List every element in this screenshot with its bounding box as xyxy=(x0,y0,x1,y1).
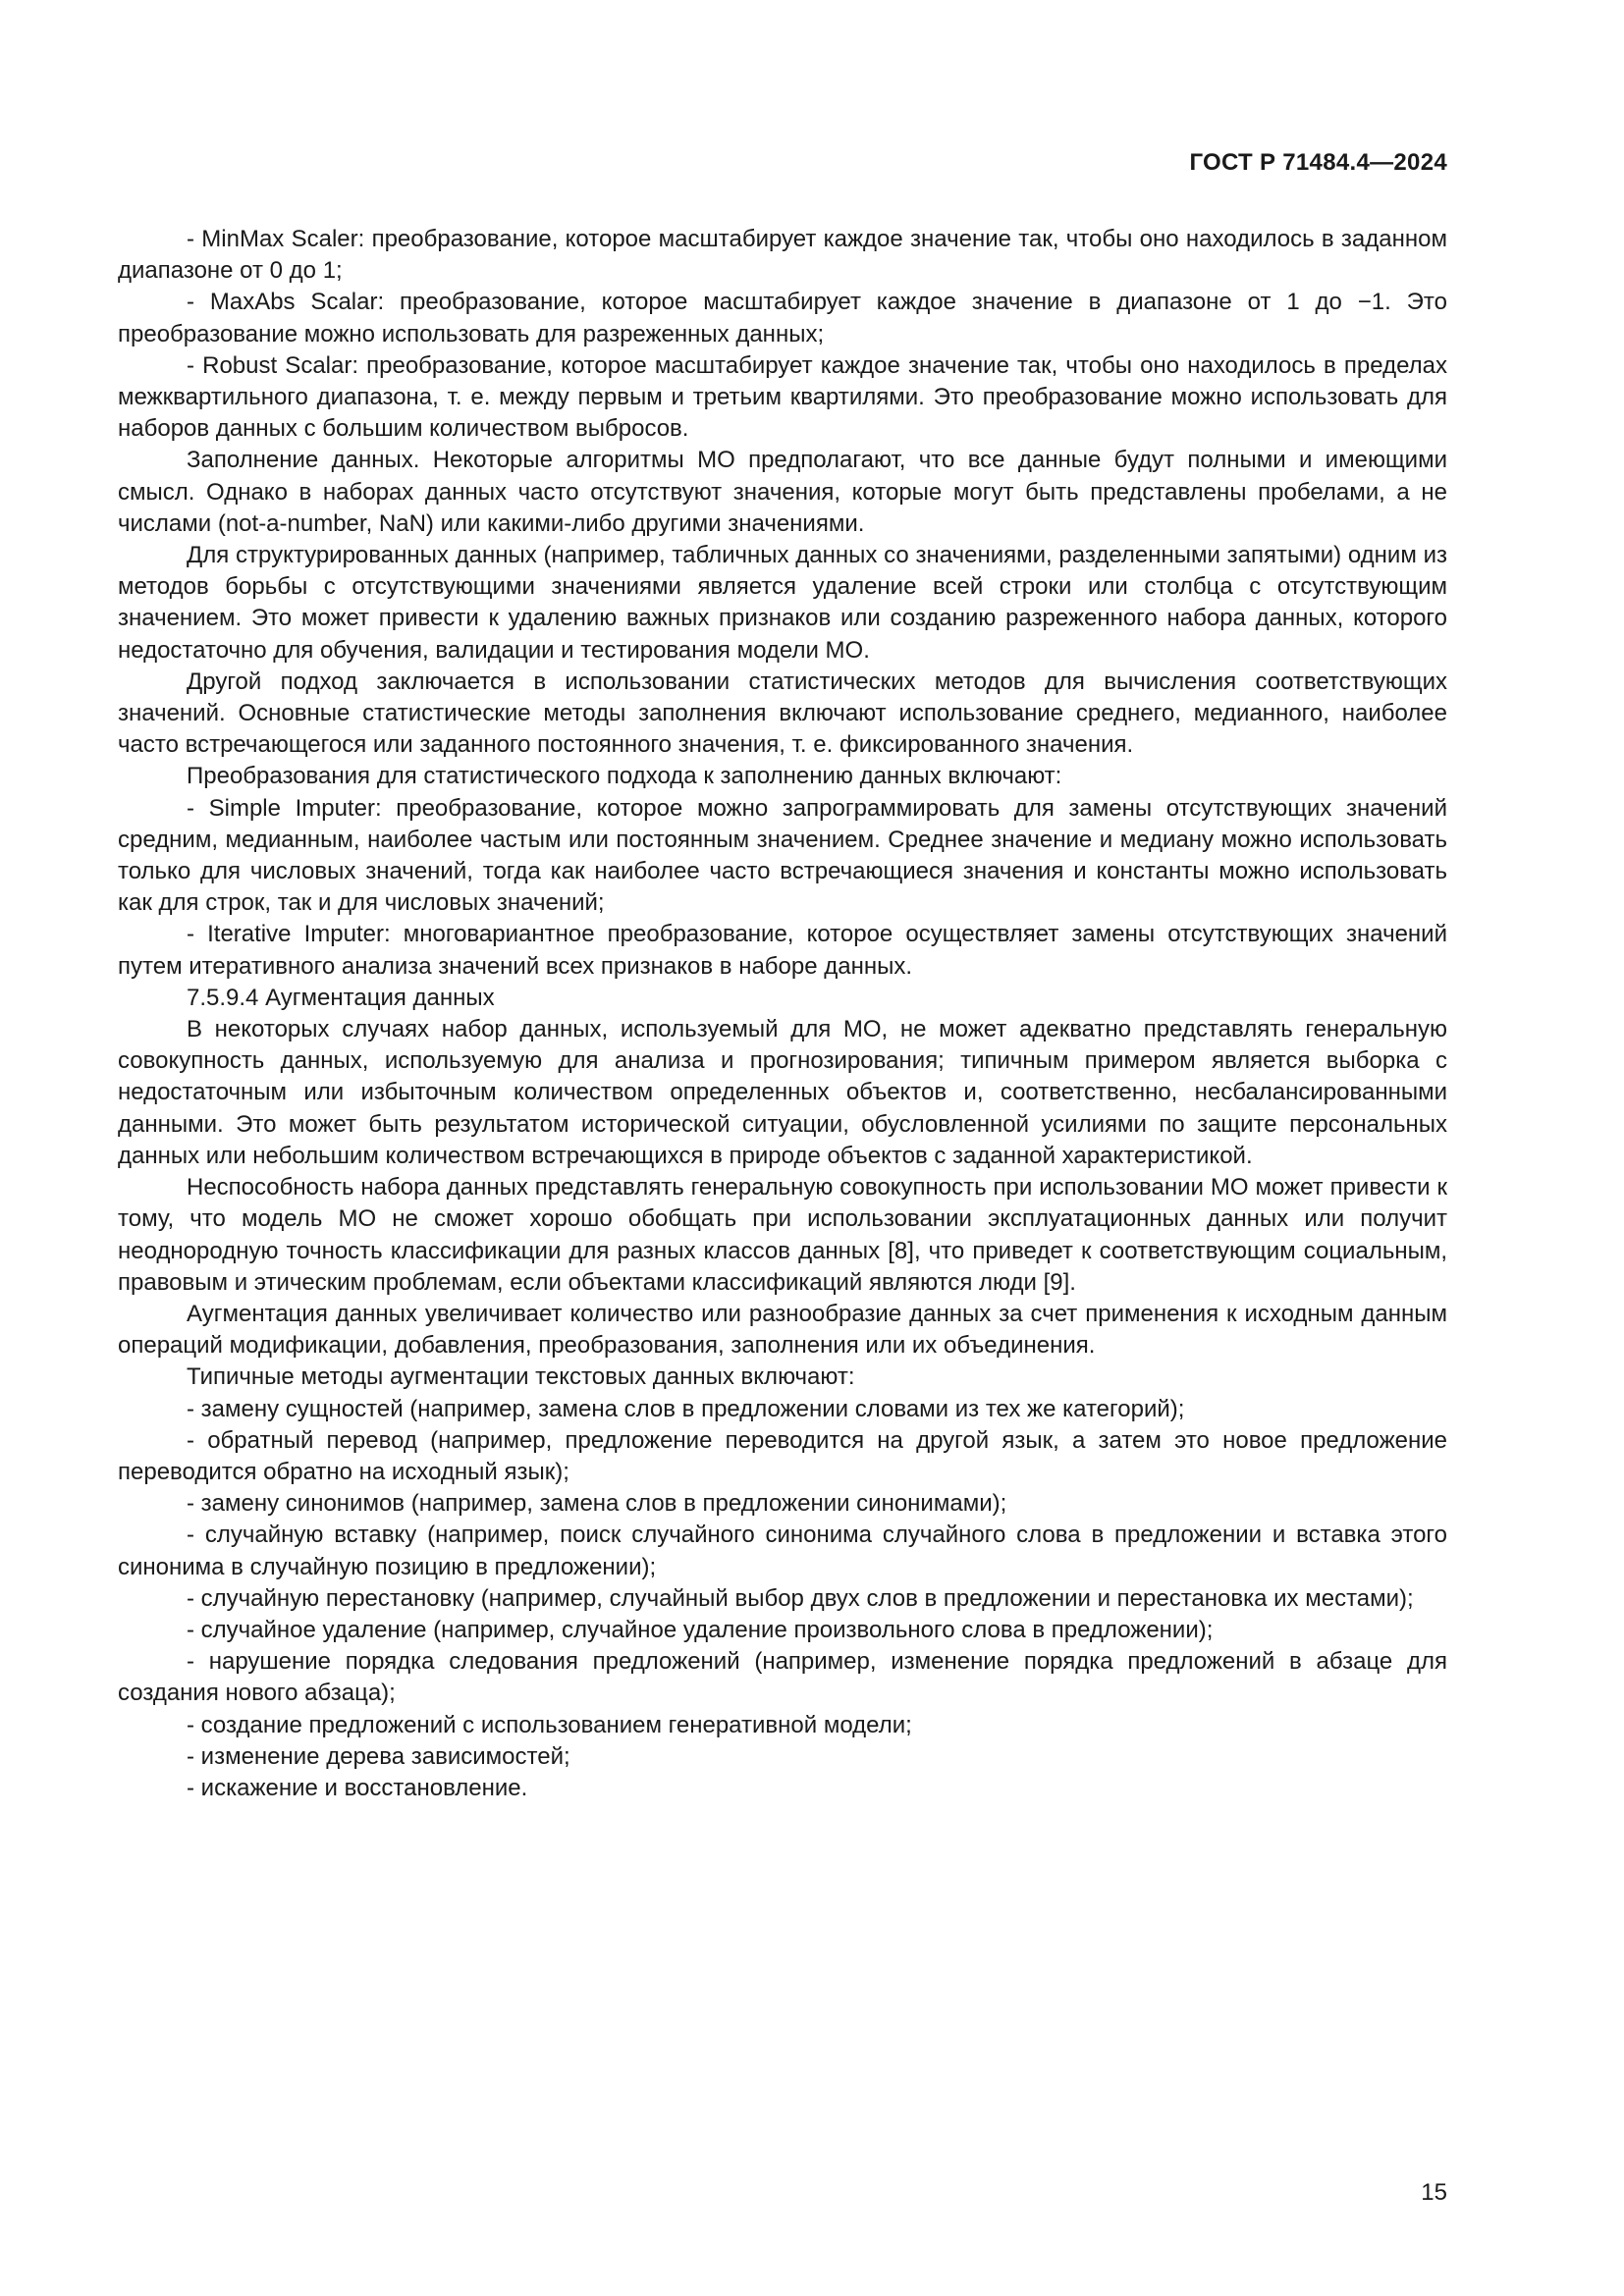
section-heading-augmentation: 7.5.9.4 Аугментация данных xyxy=(187,984,495,1011)
list-item-random-swap: - случайную перестановку (например, случайный выбор двух слов в предложении и перестановка их местами); xyxy=(187,1584,1414,1612)
paragraph-dataset-representation: В некоторых случаях набор данных, используемый для МО, не может адекватно представлять генеральную совокупность данных, используемую для анализа и прогнозирования; типичным примером является выборка с недостаточным или избыточным количеством определенных объектов и, соответственно, несбалансированными данными. Это может быть результатом исторической ситуации, обусловленной усилиями по защите персональных данных или небольшим количеством встречающихся в природе объектов с заданной характеристикой. xyxy=(118,1016,1447,1169)
document-code-header: ГОСТ Р 71484.4—2024 xyxy=(1189,149,1447,176)
paragraph-augmentation-definition: Аугментация данных увеличивает количество или разнообразие данных за счет применения к исходным данным операций модификации, добавления, преобразования, заполнения или их объединения. xyxy=(118,1300,1447,1360)
list-item-robust-scalar: - Robust Scalar: преобразование, которое масштабирует каждое значение так, чтобы оно находилось в пределах межквартильного диапазона, т. е. между первым и третьим квартилями. Это преобразование можно использовать для наборов данных с большим количеством выбросов. xyxy=(118,351,1447,443)
paragraph-text-augmentation-methods: Типичные методы аугментации текстовых данных включают: xyxy=(187,1363,855,1391)
list-item-random-deletion: - случайное удаление (например, случайное удаление произвольного слова в предложении); xyxy=(187,1616,1214,1643)
list-item-simple-imputer: - Simple Imputer: преобразование, которое можно запрограммировать для замены отсутствующих значений средним, медианным, наиболее частым или постоянным значением. Среднее значение и медиану можно использовать только для числовых значений, тогда как наиболее часто встречающиеся значения и константы можно использовать как для строк, так и для числовых значений; xyxy=(118,794,1447,917)
list-item-dependency-tree: - изменение дерева зависимостей; xyxy=(187,1742,570,1770)
list-item-corruption-restoration: - искажение и восстановление. xyxy=(187,1774,528,1801)
page-number: 15 xyxy=(1421,2179,1447,2206)
paragraph-structured-data: Для структурированных данных (например, табличных данных со значениями, разделенными запятыми) одним из методов борьбы с отсутствующими значениями является удаление всей строки или столбца с отсутствующим значением. Это может привести к удалению важных признаков или созданию разреженного набора данных, которого недостаточно для обучения, валидации и тестирования модели МО. xyxy=(118,542,1447,664)
paragraph-statistical-approach: Другой подход заключается в использовании статистических методов для вычисления соответствующих значений. Основные статистические методы заполнения включают использование среднего, медианного, наиболее часто встречающегося или заданного постоянного значения, т. е. фиксированного значения. xyxy=(118,667,1447,759)
list-item-maxabs-scalar: - MaxAbs Scalar: преобразование, которое масштабирует каждое значение в диапазоне от 1 до −1. Это преобразование можно использовать для разреженных данных; xyxy=(118,289,1447,347)
list-item-sentence-shuffle: - нарушение порядка следования предложений (например, изменение порядка предложений в абзаце для создания нового абзаца); xyxy=(118,1648,1447,1707)
list-item-back-translation: - обратный перевод (например, предложение переводится на другой язык, а затем это новое предложение переводится обратно на исходный язык); xyxy=(118,1426,1447,1485)
list-item-generative-model: - создание предложений с использованием генеративной модели; xyxy=(187,1711,912,1738)
paragraph-data-imputation: Заполнение данных. Некоторые алгоритмы МО предполагают, что все данные будут полными и имеющими смысл. Однако в наборах данных часто отсутствуют значения, которые могут быть представлены пробелами, а не числами (not-a-number, NaN) или какими-либо другими значениями. xyxy=(118,447,1447,537)
paragraph-imputation-transforms: Преобразования для статистического подхода к заполнению данных включают: xyxy=(187,763,1062,790)
list-item-entity-replacement: - замену сущностей (например, замена слов в предложении словами из тех же категорий); xyxy=(187,1395,1185,1422)
document-body xyxy=(118,224,1447,1804)
paragraph-dataset-inability: Неспособность набора данных представлять генеральную совокупность при использовании МО может привести к тому, что модель МО не сможет хорошо обобщать при использовании эксплуатационных данных или получит неоднородную точность классификации для разных классов данных [8], что приведет к соответствующим социальным, правовым и этическим проблемам, если объектами классификаций являются люди [9]. xyxy=(118,1174,1447,1296)
list-item-iterative-imputer: - Iterative Imputer: многовариантное преобразование, которое осуществляет замены отсутствующих значений путем итеративного анализа значений всех признаков в наборе данных. xyxy=(118,921,1447,980)
list-item-synonym-replacement: - замену синонимов (например, замена слов в предложении синонимами); xyxy=(187,1490,1007,1518)
list-item-minmax-scaler: - MinMax Scaler: преобразование, которое масштабирует каждое значение так, чтобы оно находилось в заданном диапазоне от 0 до 1; xyxy=(118,226,1447,285)
list-item-random-insertion: - случайную вставку (например, поиск случайного синонима случайного слова в предложении и вставка этого синонима в случайную позицию в предложении); xyxy=(118,1522,1447,1580)
